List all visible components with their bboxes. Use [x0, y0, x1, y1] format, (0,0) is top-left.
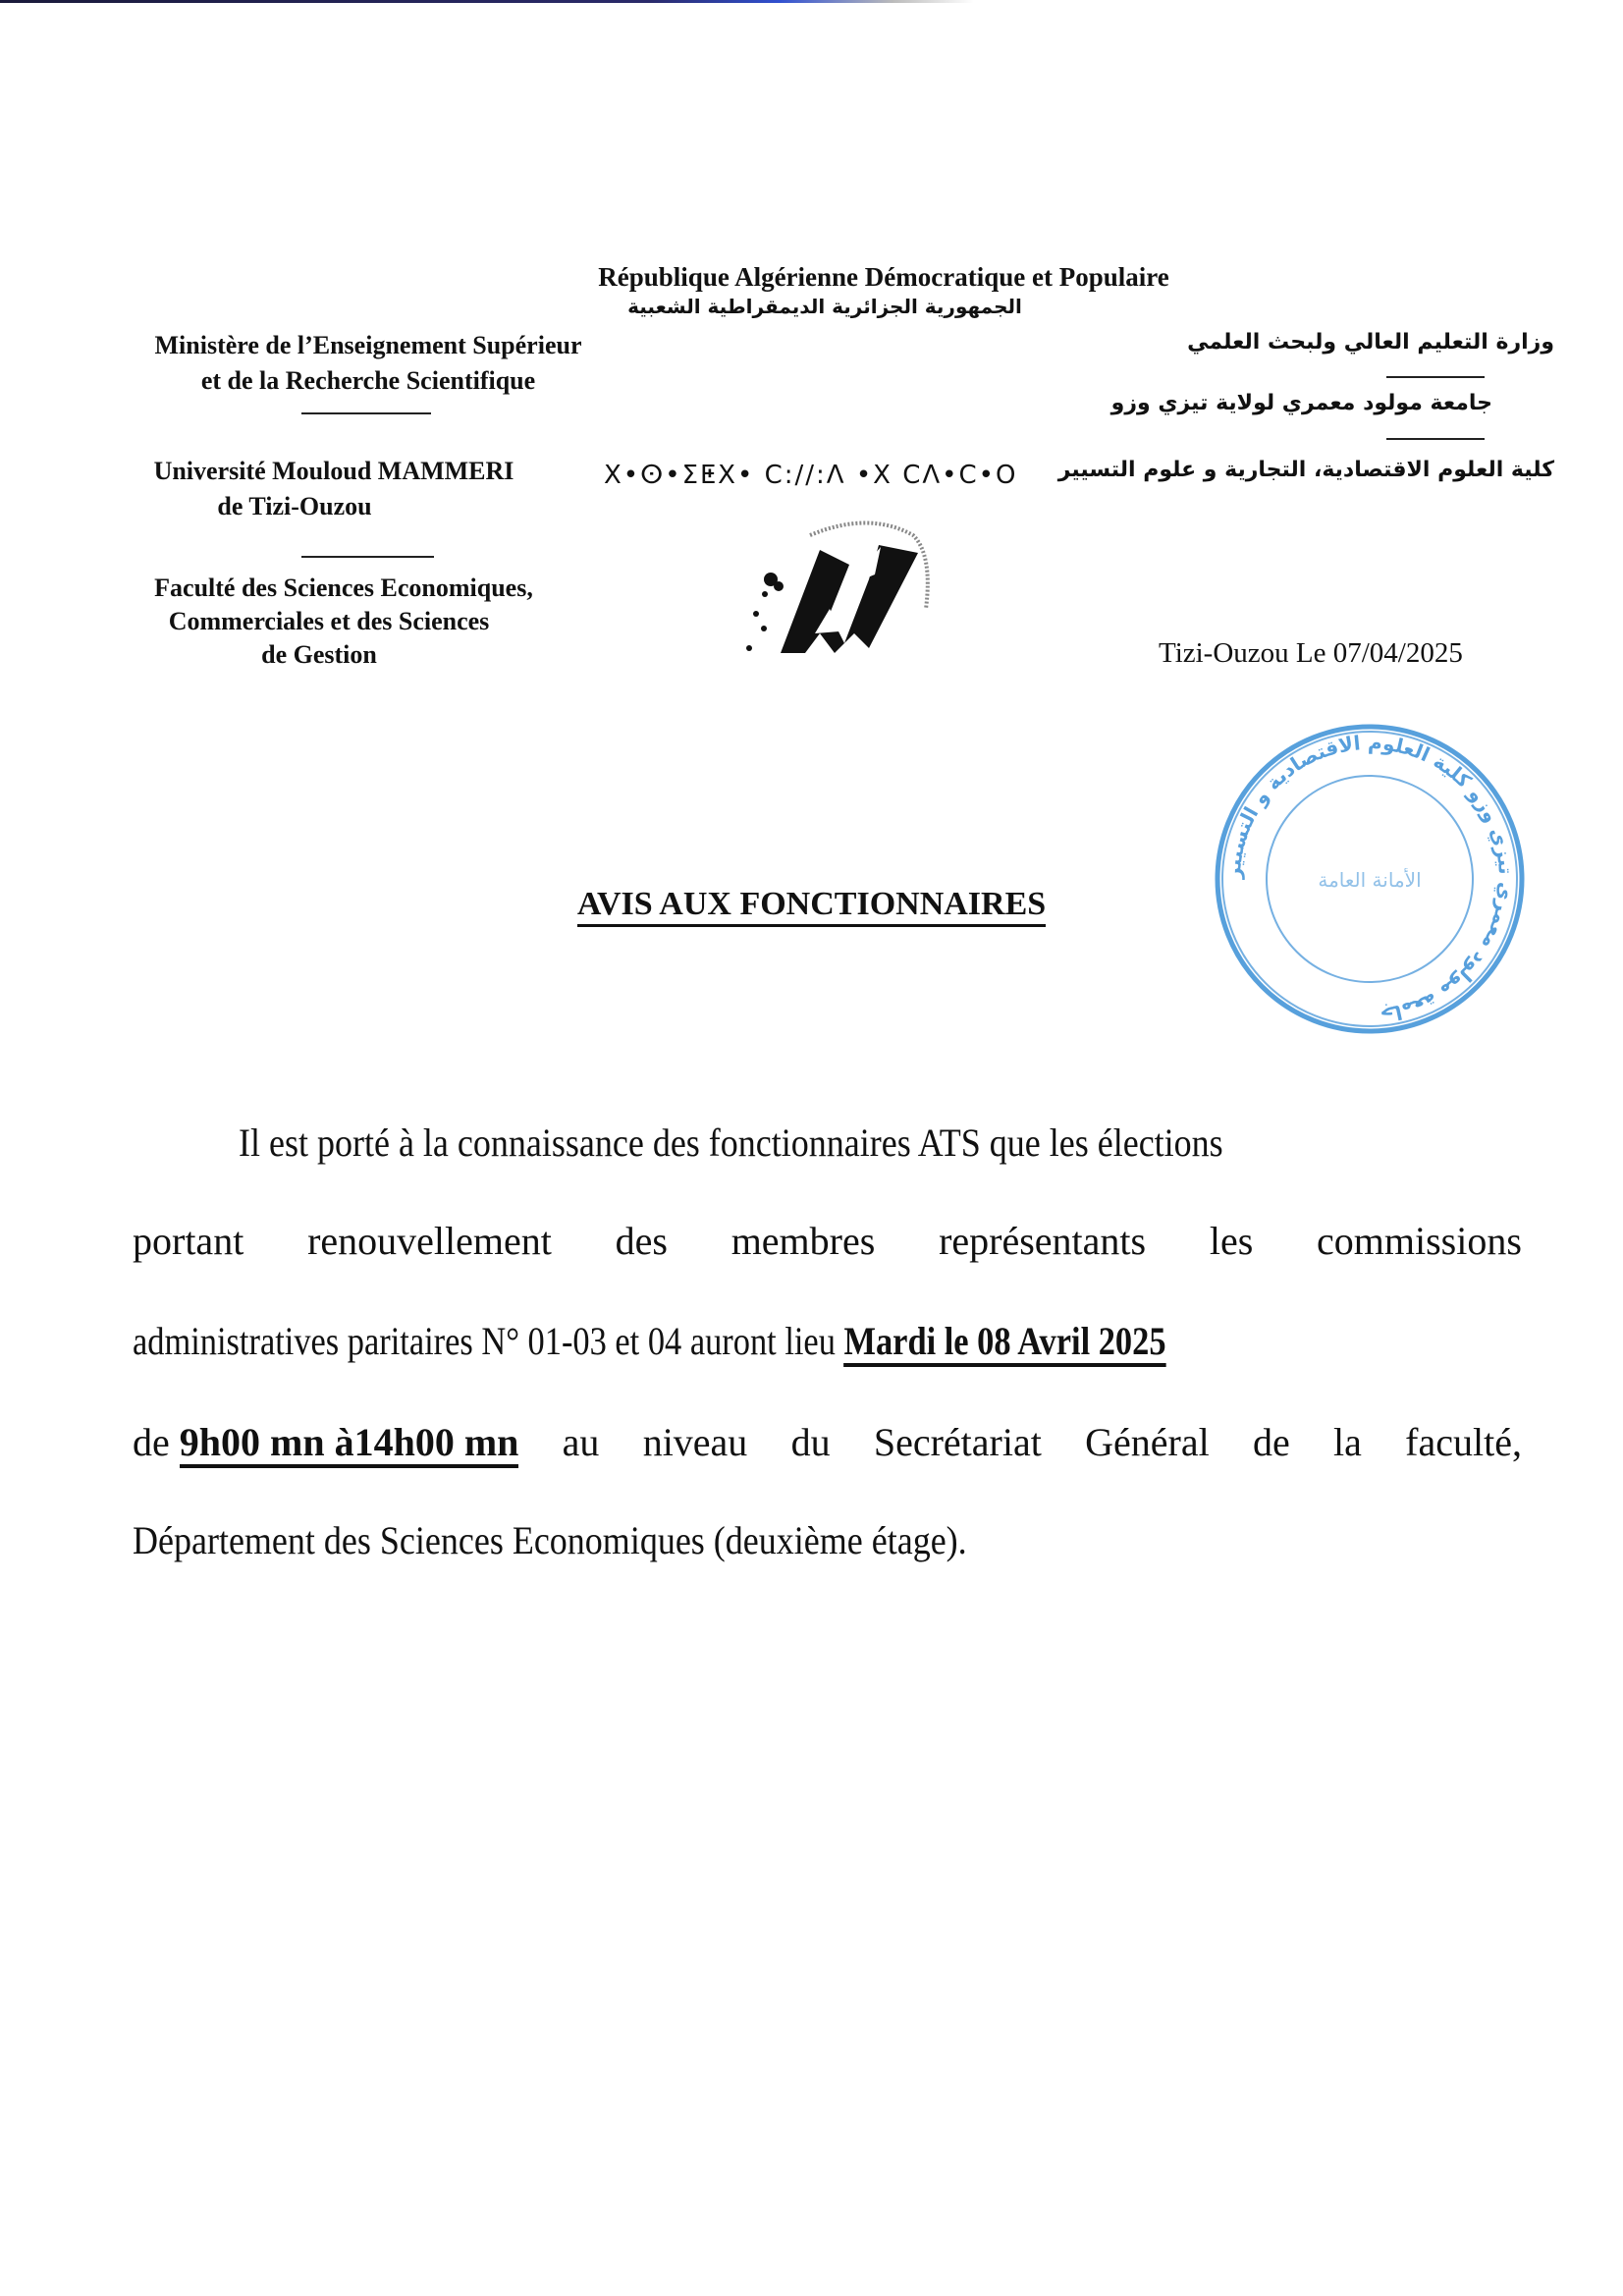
faculty-fr — [113, 572, 574, 672]
university-fr — [113, 454, 555, 524]
body-word: du — [790, 1420, 831, 1464]
body-word: la — [1333, 1420, 1362, 1464]
body-line-3 — [133, 1318, 1522, 1365]
university-logo — [722, 516, 947, 658]
body-line-4 — [133, 1419, 1522, 1466]
body-line-4-prefix: de — [133, 1420, 180, 1464]
body-word: commissions — [1317, 1219, 1522, 1263]
body-word: au — [562, 1420, 600, 1464]
university-line-2: de Tizi-Ouzou — [217, 492, 372, 520]
republic-title-fr: République Algérienne Démocratique et Populaire — [598, 262, 1169, 292]
body-word: des — [615, 1219, 668, 1263]
body-word: faculté, — [1405, 1420, 1522, 1464]
ministry-line-1: Ministère de l’Enseignement Supérieur — [154, 331, 582, 359]
university-name-tifinagh: X•ⵙ•ⵉⵟX• C://:Λ •X CΛ•C•O — [604, 461, 1018, 490]
body-word: représentants — [939, 1219, 1147, 1263]
body-word: les — [1209, 1219, 1254, 1263]
university-line-1: Université Mouloud MAMMERI — [153, 457, 514, 485]
divider — [1386, 376, 1485, 378]
faculty-line-3: de Gestion — [261, 640, 377, 669]
body-word: portant — [133, 1219, 244, 1263]
scan-edge — [0, 0, 1623, 3]
ministry-ar: وزارة التعليم العالي ولبحث العلمي — [1187, 330, 1554, 355]
official-stamp — [1208, 722, 1532, 1036]
divider — [301, 556, 434, 558]
divider — [301, 412, 431, 414]
divider — [1386, 438, 1485, 440]
faculty-line-2: Commerciales et des Sciences — [168, 607, 490, 635]
body-line-5: Département des Sciences Economiques (deuxième étage). — [133, 1518, 967, 1562]
body-line-3-text: administratives paritaires N° 01-03 et 04 auront lieu — [133, 1319, 844, 1363]
notice-title — [0, 884, 1623, 925]
body-word: renouvellement — [307, 1219, 552, 1263]
body-word: Général — [1085, 1420, 1210, 1464]
body-word: niveau — [642, 1420, 748, 1464]
body-word: membres — [730, 1219, 876, 1263]
document-date: Tizi-Ouzou Le 07/04/2025 — [1159, 637, 1463, 669]
university-ar: جامعة مولود معمري لولاية تيزي وزو — [1110, 391, 1492, 415]
faculty-line-1: Faculté des Sciences Economiques, — [154, 574, 533, 602]
body-line-4-start — [133, 1419, 518, 1466]
body-word: de — [1252, 1420, 1290, 1464]
ministry-fr — [123, 328, 614, 399]
republic-title-ar: الجمهورية الجزائرية الديمقراطية الشعبية — [627, 295, 1022, 318]
faculty-ar: كلية العلوم الاقتصادية، التجارية و علوم التسيير — [1057, 458, 1554, 482]
body-word: Secrétariat — [873, 1420, 1042, 1464]
election-hours: 9h00 mn à14h00 mn — [180, 1420, 519, 1468]
body-line-1: Il est porté à la connaissance des fonctionnaires ATS que les élections — [239, 1121, 1223, 1165]
ministry-line-2: et de la Recherche Scientifique — [200, 366, 536, 395]
notice-title-text: AVIS AUX FONCTIONNAIRES — [577, 886, 1046, 927]
stamp-inner-text: الأمانة العامة — [1318, 868, 1422, 892]
body-line-2 — [133, 1218, 1522, 1265]
stamp-outer-text: جامعة مولود معمري تيزي وزو كلية العلوم الاقتصادية و التسيير — [1220, 730, 1519, 1027]
election-date: Mardi le 08 Avril 2025 — [844, 1319, 1166, 1367]
